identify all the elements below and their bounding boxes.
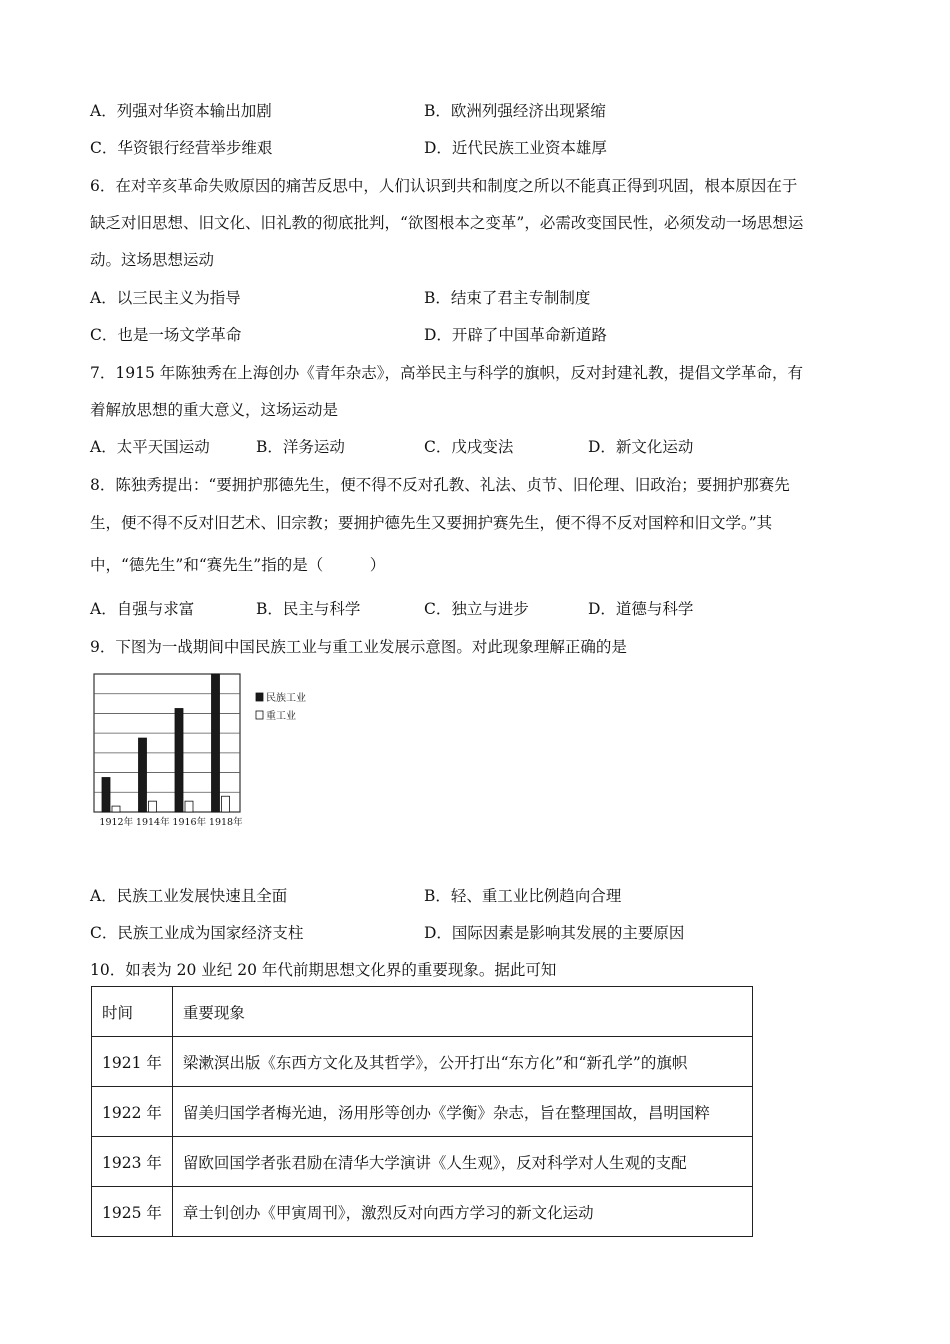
table-row — [92, 1037, 753, 1087]
x-tick-label: 1912年 — [99, 817, 134, 828]
table-header-time: 时间 — [92, 987, 173, 1037]
q6-stem-line-3: 动。这场思想运动 — [90, 251, 215, 269]
q9-option-a: A．民族工业发展快速且全面 — [90, 887, 288, 905]
table-cell-event: 留美归国学者梅光迪，汤用彤等创办《学衡》杂志，旨在整理国故，昌明国粹 — [172, 1087, 752, 1137]
table-cell-event: 留欧回国学者张君励在清华大学演讲《人生观》，反对科学对人生观的支配 — [172, 1137, 752, 1187]
q5-option-c: C．华资银行经营举步维艰 — [90, 139, 273, 157]
q8-option-a: A．自强与求富 — [90, 600, 195, 618]
legend-swatch — [256, 711, 263, 719]
bar-national-industry — [175, 709, 183, 813]
table-cell-event: 梁漱溟出版《东西方文化及其哲学》，公开打出“东方化”和“新孔学”的旗帜 — [172, 1037, 752, 1087]
q9-option-b: B．轻、重工业比例趋向合理 — [424, 887, 622, 905]
q8-stem-line-3: 中，“德先生”和“赛先生”指的是（ ） — [90, 556, 386, 574]
table-cell-year: 1925 年 — [92, 1187, 173, 1237]
q5-option-a: A．列强对华资本输出加剧 — [90, 102, 272, 120]
table-cell-year: 1922 年 — [92, 1087, 173, 1137]
x-tick-label: 1916年 — [172, 817, 207, 828]
q9-option-d: D．国际因素是影响其发展的主要原因 — [424, 924, 685, 942]
q9-stem: 9．下图为一战期间中国民族工业与重工业发展示意图。对此现象理解正确的是 — [90, 638, 627, 656]
table-row — [92, 1087, 753, 1137]
bar-national-industry — [102, 778, 110, 813]
q7-option-d: D．新文化运动 — [588, 438, 694, 456]
bar-national-industry — [212, 674, 220, 812]
bar-heavy-industry — [149, 801, 157, 812]
table-row — [92, 1187, 753, 1237]
x-tick-label: 1914年 — [135, 817, 170, 828]
q6-stem-line-1: 6．在对辛亥革命失败原因的痛苦反思中，人们认识到共和制度之所以不能真正得到巩固，根本原因在于 — [90, 177, 798, 195]
q8-option-b: B．民主与科学 — [256, 600, 361, 618]
q7-stem-line-2: 着解放思想的重大意义，这场运动是 — [90, 401, 339, 419]
bar-national-industry — [139, 738, 147, 812]
x-tick-label: 1918年 — [208, 817, 243, 828]
table-cell-year: 1921 年 — [92, 1037, 173, 1087]
table-row — [92, 1137, 753, 1187]
q6-option-c: C．也是一场文学革命 — [90, 326, 242, 344]
table-cell-event: 章士钊创办《甲寅周刊》，激烈反对向西方学习的新文化运动 — [172, 1187, 752, 1237]
legend-swatch — [256, 693, 263, 701]
q7-option-a: A．太平天国运动 — [90, 438, 210, 456]
q6-stem-line-2: 缺乏对旧思想、旧文化、旧礼教的彻底批判，“欲图根本之变革”，必需改变国民性，必须发动一场思想运 — [90, 214, 804, 232]
q7-option-c: C．戊戌变法 — [424, 438, 514, 456]
legend-label: 民族工业 — [266, 693, 306, 704]
bar-heavy-industry — [222, 796, 230, 812]
q8-stem-line-2: 生，便不得不反对旧艺术、旧宗教；要拥护德先生又要拥护赛先生，便不得不反对国粹和旧文学。”其 — [90, 514, 773, 532]
industry-bar-chart — [86, 672, 326, 832]
q7-stem-line-1: 7．1915 年陈独秀在上海创办《青年杂志》，高举民主与科学的旗帜，反对封建礼教，提倡文学革命，有 — [90, 364, 803, 382]
bar-heavy-industry — [112, 806, 120, 812]
q5-option-d: D．近代民族工业资本雄厚 — [424, 139, 607, 157]
bar-heavy-industry — [185, 801, 193, 812]
q10-stem: 10．如表为 20 业纪 20 年代前期思想文化界的重要现象。据此可知 — [90, 961, 557, 979]
q7-option-b: B．洋务运动 — [256, 438, 345, 456]
q8-option-c: C．独立与进步 — [424, 600, 529, 618]
q6-option-a: A．以三民主义为指导 — [90, 289, 241, 307]
table-cell-year: 1923 年 — [92, 1137, 173, 1187]
q8-option-d: D．道德与科学 — [588, 600, 694, 618]
phenomena-table — [91, 986, 753, 1237]
q6-option-b: B．结束了君主专制制度 — [424, 289, 591, 307]
q5-option-b: B．欧洲列强经济出现紧缩 — [424, 102, 606, 120]
q8-stem-line-1: 8．陈独秀提出：“要拥护那德先生，便不得不反对孔教、礼法、贞节、旧伦理、旧政治；要拥护那赛先 — [90, 476, 790, 494]
legend-label: 重工业 — [266, 711, 296, 722]
table-header-phenomenon: 重要现象 — [172, 987, 752, 1037]
q6-option-d: D．开辟了中国革命新道路 — [424, 326, 607, 344]
q9-option-c: C．民族工业成为国家经济支柱 — [90, 924, 304, 942]
industry-bar-chart-svg — [86, 672, 326, 832]
table-header-row — [92, 987, 753, 1037]
